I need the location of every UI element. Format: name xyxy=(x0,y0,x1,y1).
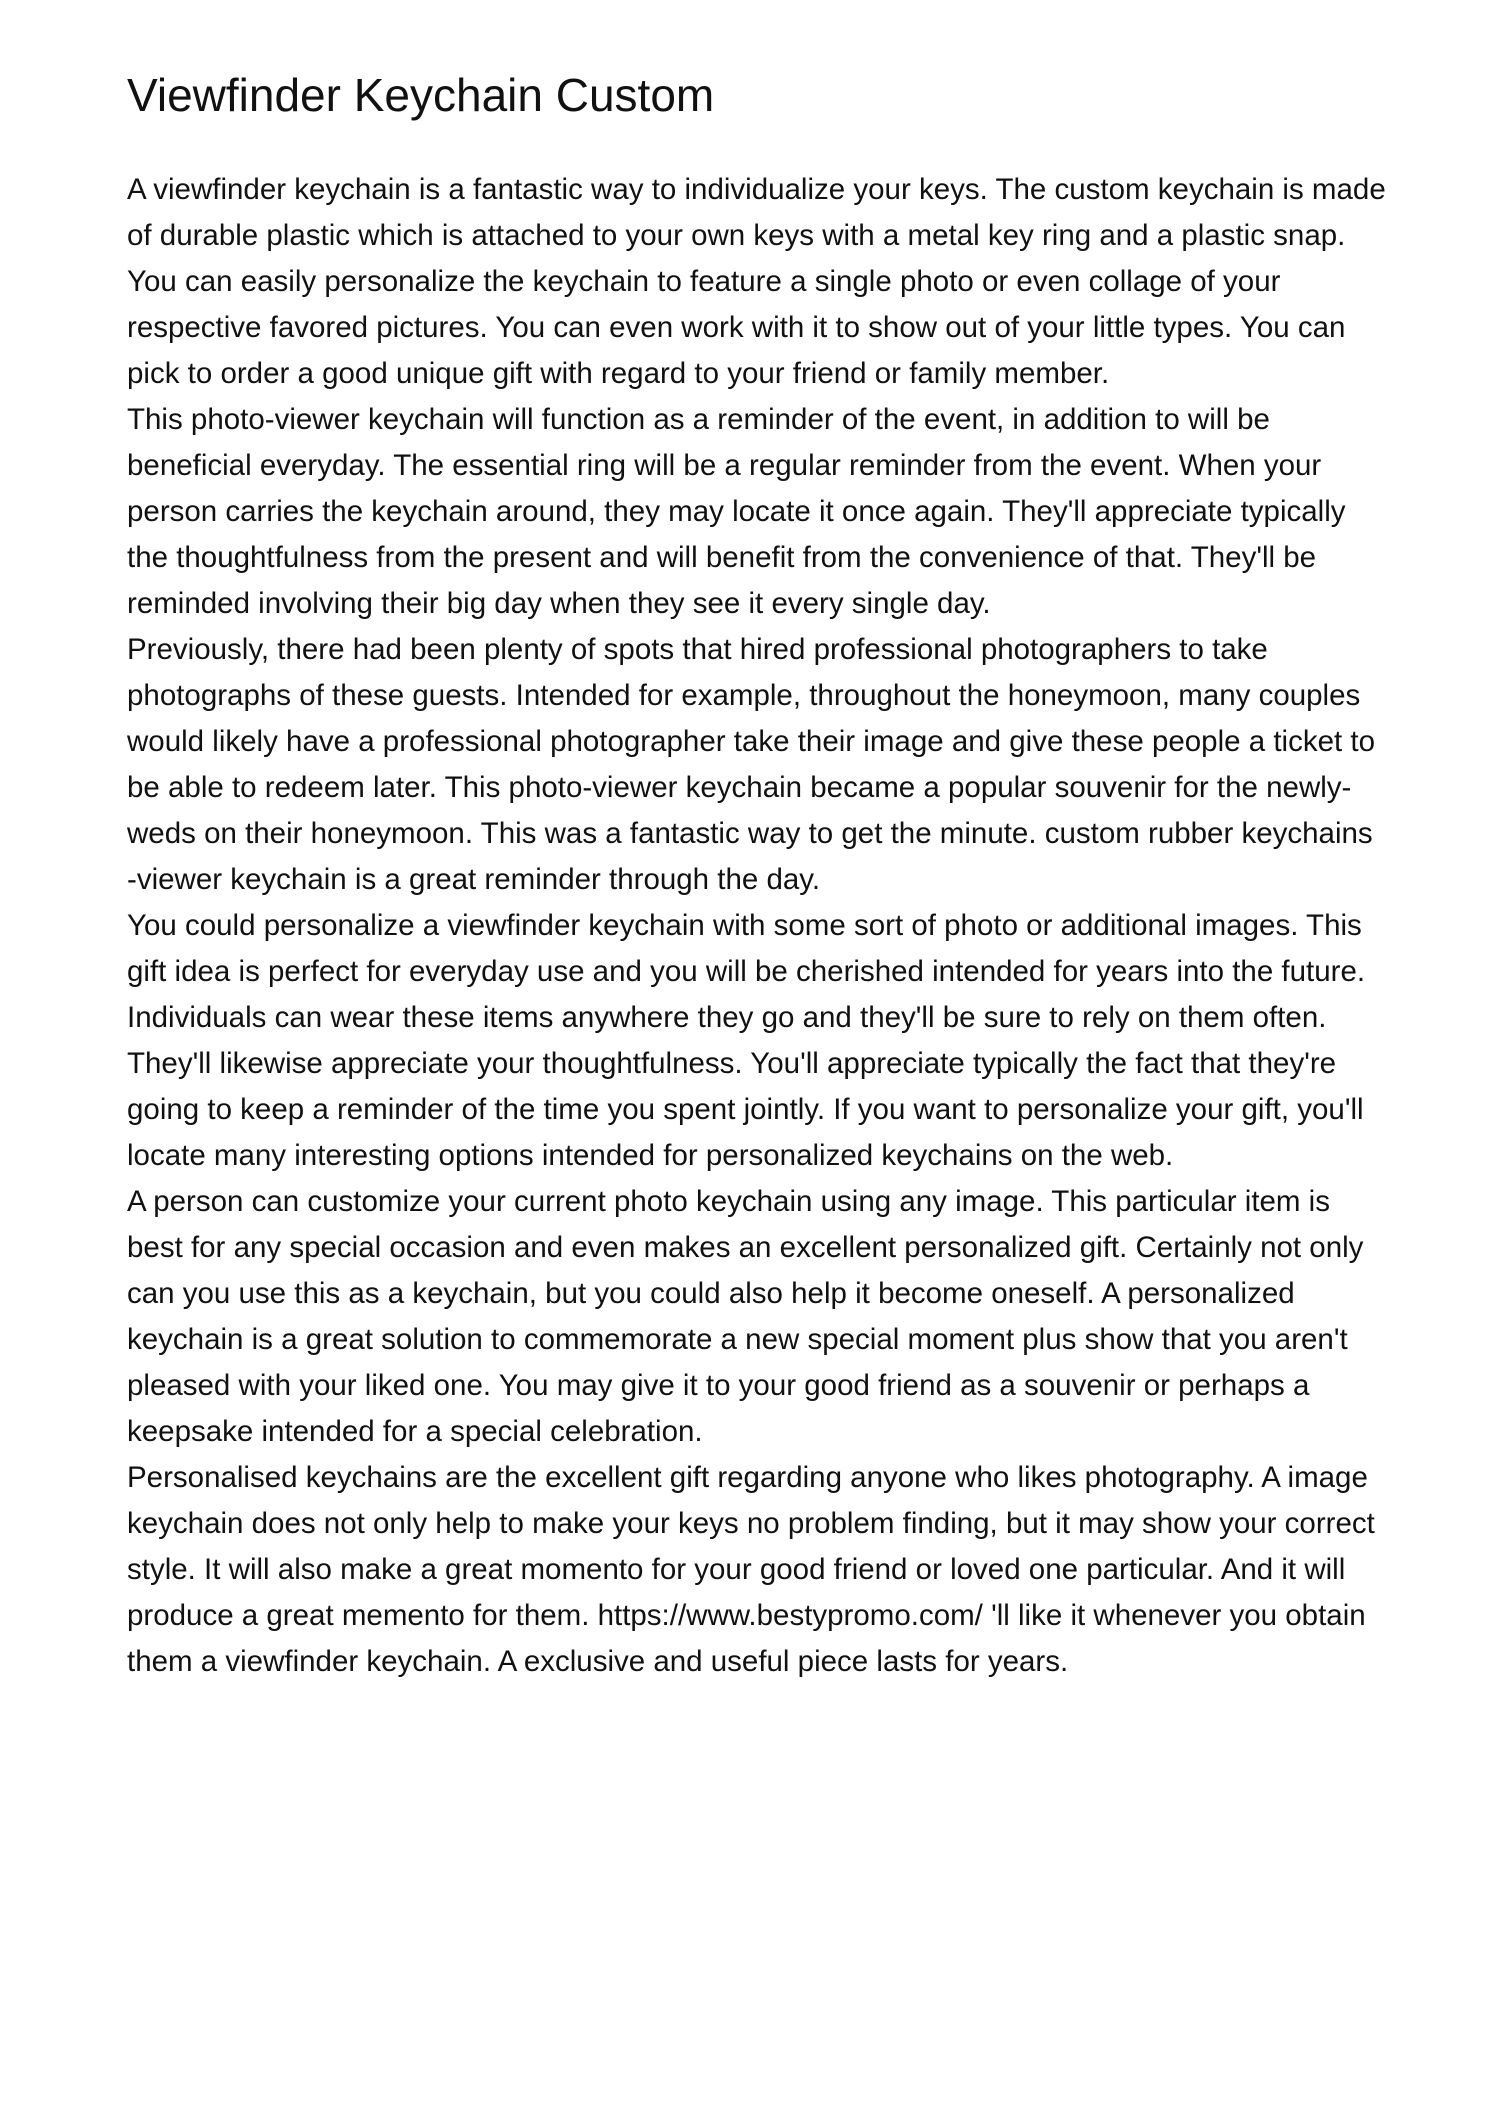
paragraph-1: A viewfinder keychain is a fantastic way to individualize your keys. The custom keychain is made of durable plastic which is attached to your own keys with a metal key ring and a plastic snap. You can easily personalize the keychain to feature a single photo or even collage of your respective favored pictures. You can even work with it to show out of your little types. You can pick to order a good unique gift with regard to your friend or family member. xyxy=(127,173,1386,390)
paragraph-3: Previously, there had been plenty of spots that hired professional photographers to take photographs of these guests. Intended for example, throughout the honeymoon, many couples would likely have a professional photographer take their image and give these people a ticket to be able to redeem later. This photo-viewer keychain became a popular souvenir for the newly-weds on their honeymoon. This was a fantastic way to get the minute. custom rubber keychains -viewer keychain is a great reminder through the day. xyxy=(127,633,1375,896)
paragraph-2: This photo-viewer keychain will function as a reminder of the event, in addition to will be beneficial everyday. The essential ring will be a regular reminder from the event. When your person carries the keychain around, they may locate it once again. They'll appreciate typically the thoughtfulness from the present and will benefit from the convenience of that. They'll be reminded involving their big day when they see it every single day. xyxy=(127,403,1346,620)
paragraph-6: Personalised keychains are the excellent gift regarding anyone who likes photography. A image keychain does not only help to make your keys no problem finding, but it may show your correct style. It will also make a great momento for your good friend or loved one particular. And it will produce a great memento for them. https://www.bestypromo.com/ 'll like it whenever you obtain them a viewfinder keychain. A exclusive and useful piece lasts for years. xyxy=(127,1461,1375,1678)
document-title: Viewfinder Keychain Custom xyxy=(127,69,715,121)
paragraph-5: A person can customize your current photo keychain using any image. This particular item is best for any special occasion and even makes an excellent personalized gift. Certainly not only can you use this as a keychain, but you could also help it become oneself. A personalized keychain is a great solution to commemorate a new special moment plus show that you aren't pleased with your liked one. You may give it to your good friend as a souvenir or perhaps a keepsake intended for a special celebration. xyxy=(127,1185,1364,1448)
document-body xyxy=(127,167,1387,1685)
paragraph-4: You could personalize a viewfinder keychain with some sort of photo or additional images. This gift idea is perfect for everyday use and you will be cherished intended for years into the future. Individuals can wear these items anywhere they go and they'll be sure to rely on them often. They'll likewise appreciate your thoughtfulness. You'll appreciate typically the fact that they're going to keep a reminder of the time you spent jointly. If you want to personalize your gift, you'll locate many interesting options intended for personalized keychains on the web. xyxy=(127,909,1366,1172)
